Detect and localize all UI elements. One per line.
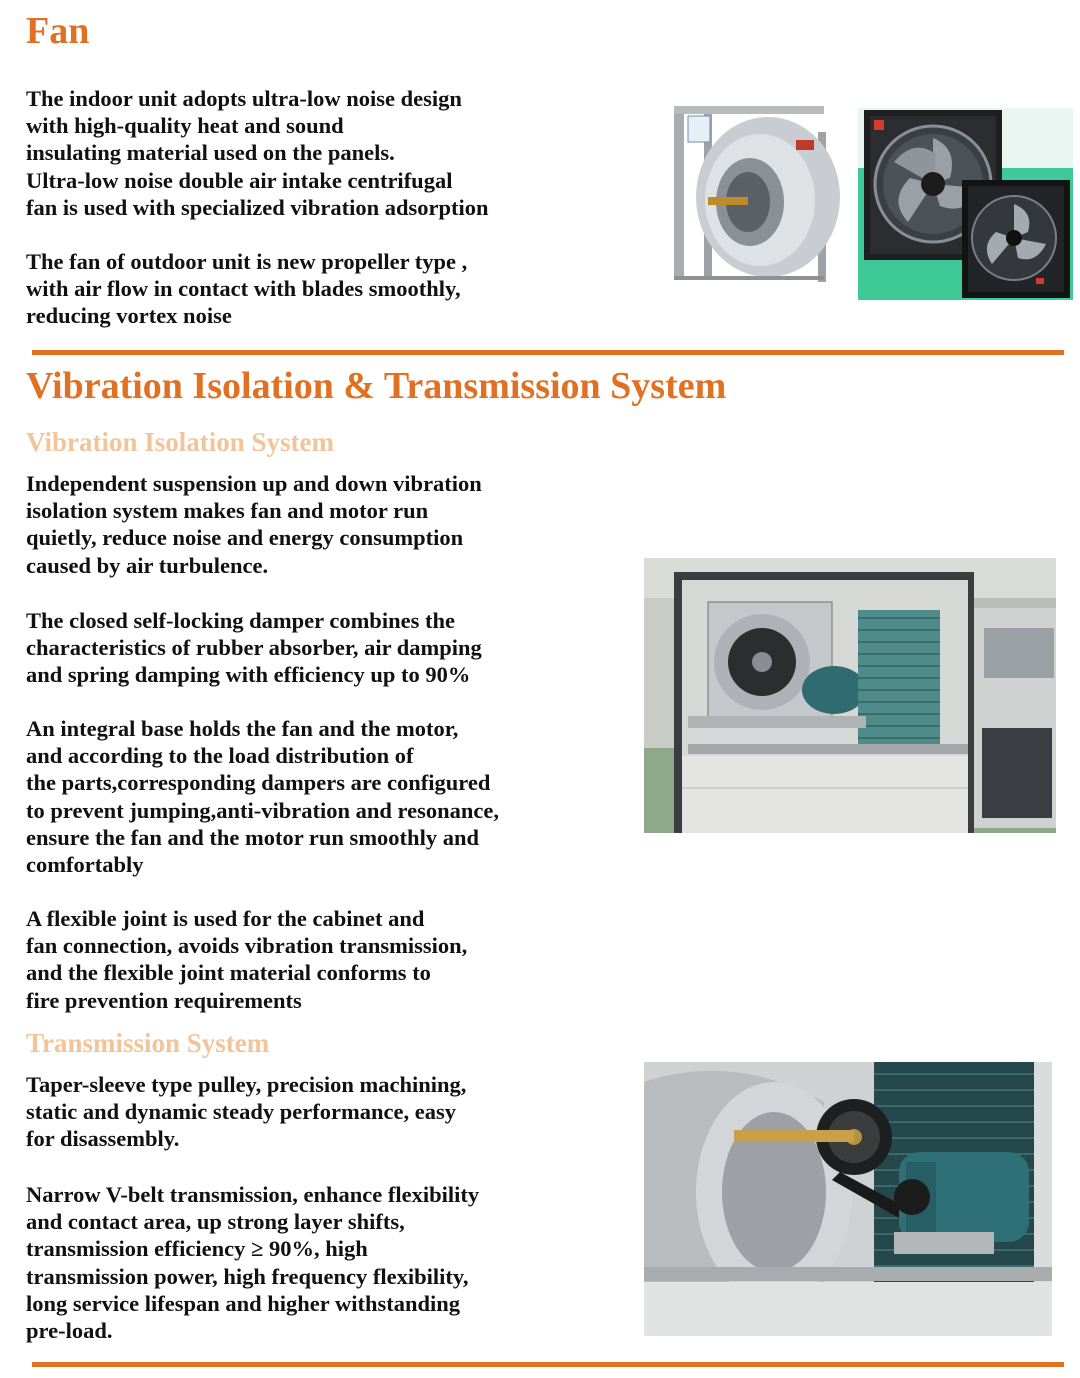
transmission-system-image <box>644 1062 1052 1336</box>
fan-title: Fan <box>26 10 90 52</box>
vibration-isolation-subtitle: Vibration Isolation System <box>26 427 335 457</box>
text-line: isolation system makes fan and motor run <box>26 498 429 524</box>
text-line: insulating material used on the panels. <box>26 140 395 166</box>
isolation-paragraph-2 <box>26 607 482 689</box>
text-line: Narrow V-belt transmission, enhance flexibility <box>26 1182 480 1207</box>
footer-divider <box>32 1362 1064 1367</box>
text-line: and spring damping with efficiency up to 90% <box>26 662 471 688</box>
text-line: quietly, reduce noise and energy consumption <box>26 525 464 551</box>
text-line: and contact area, up strong layer shifts, <box>26 1209 405 1235</box>
text-line: with high-quality heat and sound <box>26 113 344 139</box>
transmission-paragraph-2 <box>26 1181 479 1344</box>
text-line: with air flow in contact with blades smoothly, <box>26 276 461 302</box>
isolation-paragraph-4 <box>26 905 467 1014</box>
text-line: and according to the load distribution of <box>26 743 414 769</box>
text-line: The indoor unit adopts ultra-low noise design <box>26 86 462 111</box>
text-line: fire prevention requirements <box>26 987 302 1013</box>
text-line: fan connection, avoids vibration transmission, <box>26 933 468 959</box>
vibration-section-title: Vibration Isolation & Transmission System <box>26 365 727 407</box>
text-line: transmission power, high frequency flexibility, <box>26 1263 469 1289</box>
text-line: reducing vortex noise <box>26 303 232 329</box>
text-line: long service lifespan and higher withstanding <box>26 1290 461 1316</box>
text-line: The fan of outdoor unit is new propeller type , <box>26 249 468 274</box>
text-line: and the flexible joint material conforms to <box>26 960 431 986</box>
text-line: caused by air turbulence. <box>26 552 269 578</box>
text-line: to prevent jumping,anti-vibration and resonance, <box>26 797 499 823</box>
text-line: characteristics of rubber absorber, air damping <box>26 635 482 661</box>
isolation-paragraph-1 <box>26 470 482 579</box>
centrifugal-fan-image <box>668 102 856 284</box>
text-line: Ultra-low noise double air intake centrifugal <box>26 167 453 193</box>
text-line: An integral base holds the fan and the motor, <box>26 716 459 741</box>
axial-fan-image <box>858 108 1073 300</box>
transmission-paragraph-1 <box>26 1071 466 1153</box>
fan-paragraph-1 <box>26 85 489 221</box>
text-line: ensure the fan and the motor run smoothly and <box>26 824 479 850</box>
isolation-paragraph-3 <box>26 715 499 878</box>
transmission-subtitle: Transmission System <box>26 1028 270 1058</box>
text-line: static and dynamic steady performance, easy <box>26 1099 456 1125</box>
vibration-isolation-image <box>644 558 1056 833</box>
text-line: comfortably <box>26 852 144 878</box>
text-line: fan is used with specialized vibration adsorption <box>26 194 489 220</box>
text-line: pre-load. <box>26 1318 113 1344</box>
text-line: Independent suspension up and down vibration <box>26 471 482 496</box>
text-line: Taper-sleeve type pulley, precision machining, <box>26 1072 467 1097</box>
text-line: A flexible joint is used for the cabinet and <box>26 906 425 931</box>
fan-paragraph-2 <box>26 248 467 330</box>
text-line: the parts,corresponding dampers are configured <box>26 770 491 796</box>
text-line: The closed self-locking damper combines the <box>26 608 455 633</box>
text-line: transmission efficiency ≥ 90%, high <box>26 1236 368 1262</box>
section-divider <box>32 350 1064 355</box>
text-line: for disassembly. <box>26 1126 180 1152</box>
